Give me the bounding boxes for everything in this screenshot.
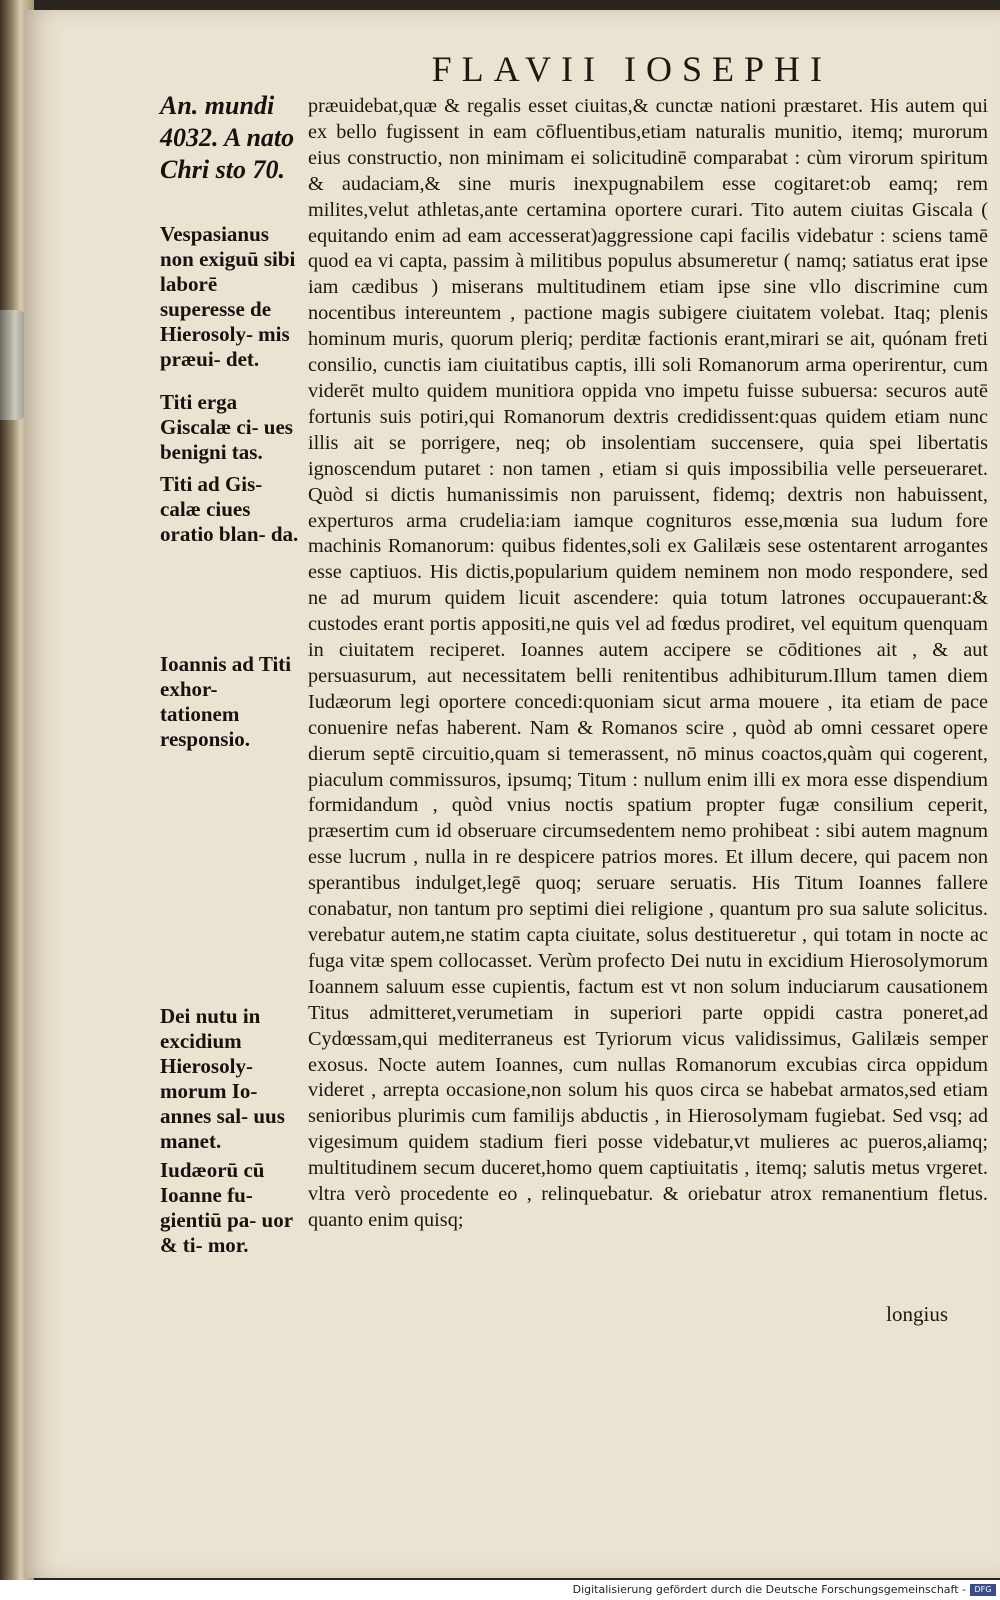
- body-paragraph: præuidebat,quæ & regalis esset ciuitas,& cunctæ nationi præstaret. His autem qui ex bello fugissent in eam cōfluentibus,etiam naturalis munitio, itemq; murorum eius constructio, non minimam ei solicitudinē comparabat : cùm virorum spiritum & audaciam,& sine muris inexpugnabilem esse cogitaret:ob eamq; rem milites,velut athletas,ante certamina oportere curari. Tito autem ciuitas Giscala ( equitando enim ad eam accesserat)aggressione capi facilis videbatur : sciens tamē quod ea vi capta, passim à militibus populus absumeretur ( namq; satiatus erat ipse iam cædibus ) miserans multitudinem etiam ipse sine vllo discrimine cum nocentibus intereuntem , pactione magis subigere ciuitatem volebat. Itaq; plenis hominum muris, quorum pleriq; perditæ factionis erant,mirari se ait, quónam freti consilio, cunctis iam ciuitatibus captis, illi soli Romanorum arma operirentur, cum viderēt multo quidem munitiora oppida vno impetu fuisse subuersa: securos autē fortunis suis potiri,qui Romanorum dextris credidissent:quas quidem etiam nunc illis ait se porrigere, neq; ob insolentiam succensere, quia spei libertatis ignoscendum putaret : non tamen , etiam si quis impossibilia velle perseueraret. Quòd si dictis humanissimis non paruissent, fidemq; dextris non habuissent, experturos arma crudelia:iam iamque cognituros esse,mœnia sua ludum fore machinis Romanorum: quibus fidentes,soli ex Galilæis sese ostentarent arrogantes esse captiuos. His dictis,popularium quidem neminem non modo respondere, sed ne ad murum quidem licuit ascendere: quia totum latrones occupauerant:& custodes erant portis appositi,ne quis vel ad fœdus prodiret, vel equitum quenquam in ciuitatem reciperet. Ioannes autem accipere se cōditiones ait , & aut persuasurum, aut necessitatem belli renitentibus adhibiturum.Illum tamen diem Iudæorum legi oportere concedi:quoniam sicut arma mouere , ita etiam de pace conuenire nefas haberent. Nam & Romanos scire , quòd ab omni cessaret opere dierum septē circuitio,quam si temerassent, nō minus coactos,quàm qui cogerent, piaculum commissuros, ipsumq; Titum : nullum enim illi ex mora esse dispendium formidandum , quòd vnius noctis spatium propter fugæ consilium ceperit, præsertim cum id obseruare circumsedentem nemo prohibeat : sibi autem magnum esse lucrum , nulla in re despicere patrios mores. Et illum decere, qui pacem non sperantibus indulget,legē quoq; seruare seruatis. His Titum Ioannes fallere conabatur, non tantum pro septimi diei religione , quantum pro sua salute solicitus. verebatur autem,ne statim capta ciuitate, solus destitueretur , qui totam in nocte ac fuga vitæ spem collocasset. Verùm profecto Dei nutu in excidium Hierosolymorum Ioannem saluum esse cupientis, factum est vt non solum induciarum causationem Titus admitteret,verumetiam in superiori parte oppidi castra poneret,ad Cydœssam,qui mediterraneus est Tyriorum vicus validissimus, Galilæis semper exosus. Nocte autem Ioannes, cum nullas Romanorum excubias circa oppidum videret , arrepta occasione,non solum his quos circa se habebat armatos,sed etiam senioribus plurimis cum familijs abductis , in Hierosolymam fugiebat. Sed vsq; ad vigesimum quidem stadium fieri posse videbatur,vt mulieres ac pueros,aliamq; multitudinem secum duceret,homo quem captiuitatis , itemq; salutis metus vrgeret. vltra verò procedente eo , relinquebatur. & oriebatur atrox remanentium fletus. quanto enim quisq;: [308, 95, 988, 1231]
- margin-note-vespasianus: Vespasianus non exiguū sibi laborē superesse de Hierosoly- mis præui- det.: [160, 222, 296, 371]
- margin-note-titi-oratio: Titi ad Gis- calæ ciues oratio blan- da.: [160, 472, 299, 546]
- margin-note-iudaeorum-pauor: Iudæorū cū Ioanne fu- gientiū pa- uor & ti- mor.: [160, 1158, 293, 1257]
- margin-note-ioannis-responsio: Ioannis ad Titi exhor- tationem responsio.: [160, 652, 292, 751]
- catchword: longius: [886, 1302, 948, 1326]
- dfg-logo: DFG: [970, 1584, 996, 1596]
- digitization-footer: [0, 1580, 1000, 1600]
- margin-note-titi-benignitas: Titi erga Giscalæ ci- ues benigni tas.: [160, 390, 293, 464]
- running-title: FLAVII IOSEPHI: [431, 49, 832, 89]
- margin-note-dei-nutu: Dei nutu in excidium Hierosoly- morum Io- annes sal- uus manet.: [160, 1004, 285, 1153]
- footer-credit: Digitalisierung gefördert durch die Deutsche Forschungsgemeinschaft -: [572, 1583, 966, 1596]
- book-page: [24, 10, 1000, 1578]
- body-text-column: [308, 94, 988, 1234]
- margin-note-year: An. mundi 4032. A nato Chri sto 70.: [160, 91, 295, 184]
